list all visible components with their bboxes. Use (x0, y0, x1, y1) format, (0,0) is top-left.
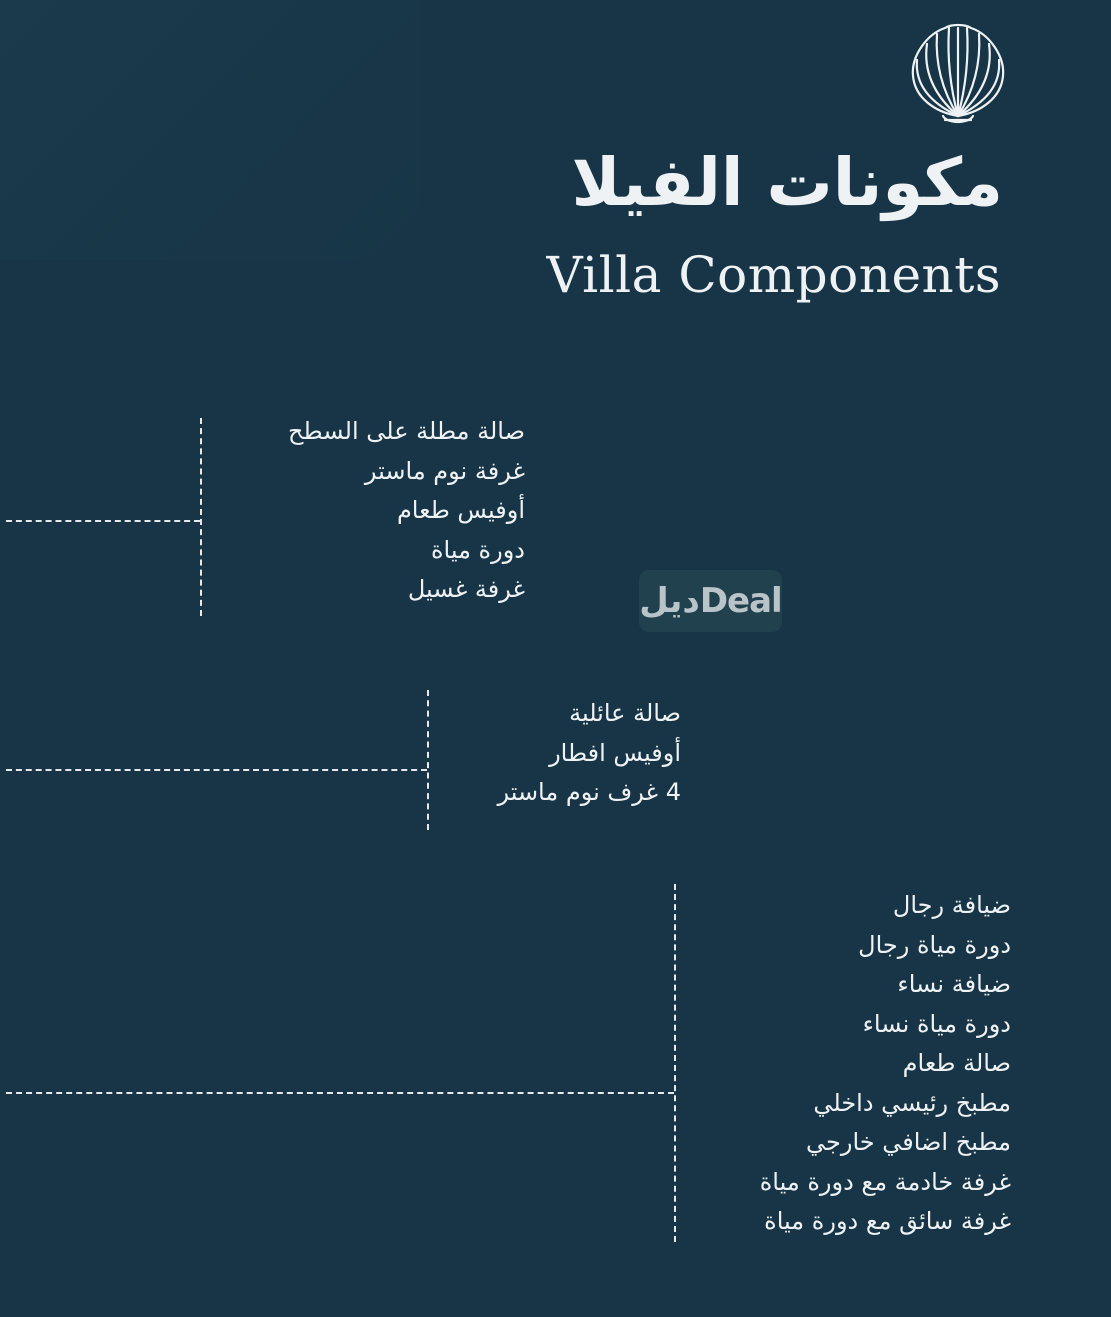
list-item: دورة مياة نساء (862, 1009, 1011, 1038)
list-item: غرفة خادمة مع دورة مياة (759, 1167, 1011, 1196)
list-item: مطبخ رئيسي داخلي (813, 1088, 1011, 1117)
list-item: ضيافة رجال (892, 891, 1011, 919)
horizontal-connector (6, 520, 200, 522)
scallop-shell-icon (905, 20, 1011, 128)
horizontal-connector (6, 1092, 674, 1094)
horizontal-connector (6, 769, 427, 771)
list-item: أوفيس طعام (396, 496, 525, 524)
component-list (760, 886, 1011, 1242)
list-item: مطبخ اضافي خارجي (806, 1128, 1011, 1156)
list-item: غرفة نوم ماستر (364, 456, 525, 485)
list-item: صالة مطلة على السطح (288, 417, 525, 445)
list-item: دورة مياة رجال (858, 930, 1011, 959)
title-arabic: مكونات الفيلا (571, 144, 1003, 221)
title-english: Villa Components (546, 246, 1001, 304)
list-item: دورة مياة (430, 535, 525, 564)
component-list (497, 694, 681, 813)
list-item: صالة عائلية (569, 699, 681, 727)
component-list (288, 412, 525, 610)
list-item: غرفة سائق مع دورة مياة (764, 1207, 1011, 1235)
list-item: ضيافة نساء (897, 970, 1011, 998)
deal-watermark (639, 570, 782, 632)
watermark-text: ديلDeal (639, 581, 782, 621)
background-shade (0, 0, 420, 260)
vertical-divider (200, 418, 202, 616)
list-item: صالة طعام (902, 1049, 1011, 1077)
list-item: أوفيس افطار (549, 738, 681, 767)
list-item: غرفة غسيل (407, 575, 525, 603)
list-item: 4 غرف نوم ماستر (497, 778, 681, 806)
vertical-divider (427, 690, 429, 830)
vertical-divider (674, 884, 676, 1242)
